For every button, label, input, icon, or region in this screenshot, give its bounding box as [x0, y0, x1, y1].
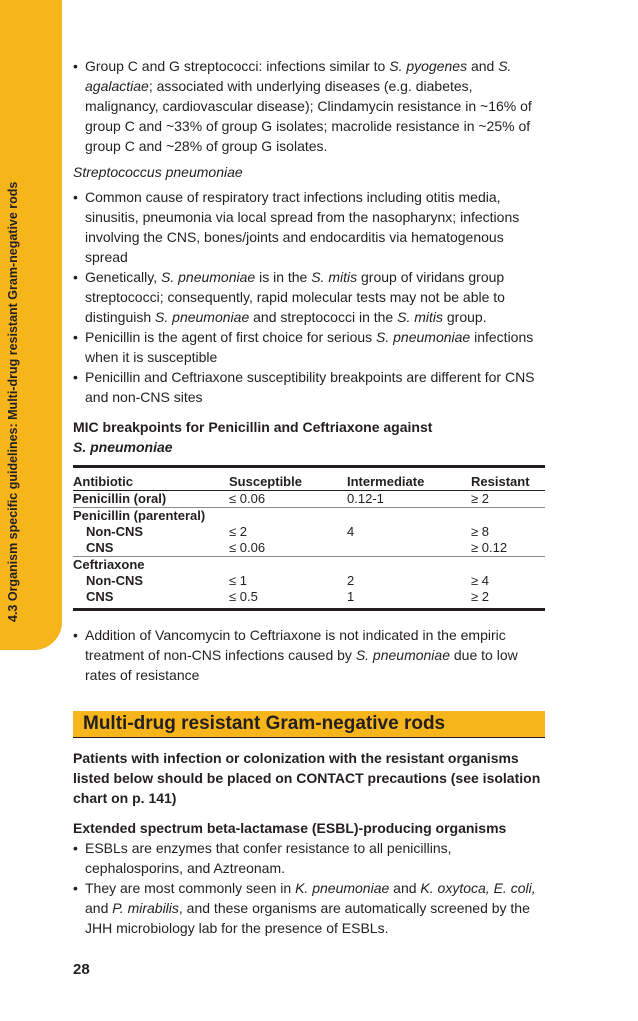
table-row — [73, 557, 545, 574]
row-intermediate: 0.12-1 — [347, 491, 471, 508]
vanco-note-bullet: • Addition of Vancomycin to Ceftriaxone is not indicated in the empiric treatment of non-CNS infections caused by S. pneumoniae due to low rates of resistance — [73, 625, 545, 685]
row-intermediate: 2 — [347, 573, 355, 588]
table-row — [73, 573, 545, 589]
row-antibiotic: Penicillin (parenteral) — [73, 508, 206, 523]
row-antibiotic: Penicillin (oral) — [73, 491, 229, 508]
strep-pneumo-bullet-2: • Genetically, S. pneumoniae is in the S. mitis group of viridans group streptococci; consequently, rapid molecular tests may not be able to distinguish S. pneumoniae and streptococci in the S. mitis group. — [73, 267, 545, 327]
table-row — [73, 589, 545, 610]
row-resistant: ≥ 0.12 — [471, 540, 545, 557]
header-intermediate: Intermediate — [347, 467, 471, 491]
row-intermediate — [347, 540, 471, 557]
strep-pneumo-bullet-3: • Penicillin is the agent of first choice for serious S. pneumoniae infections when it is susceptible — [73, 327, 545, 367]
page-content — [73, 56, 545, 938]
mdr-section-banner: Multi-drug resistant Gram-negative rods — [73, 711, 545, 738]
header-susceptible: Susceptible — [229, 467, 347, 491]
row-intermediate: 1 — [347, 589, 471, 610]
row-susceptible: ≤ 0.5 — [229, 589, 347, 610]
table-row — [73, 508, 545, 525]
vanco-note-list — [73, 625, 545, 685]
row-intermediate — [347, 508, 471, 525]
row-susceptible: ≤ 0.06 — [229, 491, 347, 508]
esbl-bullet-2: • They are most commonly seen in K. pneumoniae and K. oxytoca, E. coli, and P. mirabilis, and these organisms are automatically screened by the JHH microbiology lab for the presence of ESBLs. — [73, 878, 545, 938]
mic-table-title: MIC breakpoints for Penicillin and Ceftriaxone against S. pneumoniae — [73, 419, 433, 455]
esbl-bullet-1: • ESBLs are enzymes that confer resistance to all penicillins, cephalosporins, and Aztreonam. — [73, 838, 545, 878]
row-susceptible: ≤ 2 — [229, 524, 247, 539]
table-row — [73, 540, 545, 557]
header-antibiotic: Antibiotic — [73, 467, 229, 491]
row-resistant — [471, 557, 545, 574]
table-row — [73, 491, 545, 508]
table-row — [73, 524, 545, 540]
mic-table-header-row — [73, 467, 545, 491]
strep-pneumo-bullet-4: • Penicillin and Ceftriaxone susceptibility breakpoints are different for CNS and non-CNS sites — [73, 367, 545, 407]
strep-pneumo-bullet-1: • Common cause of respiratory tract infections including otitis media, sinusitis, pneumonia via local spread from the nasopharynx; infections involving the CNS, bones/joints and endocarditis via hematogenous spread — [73, 187, 545, 267]
section-side-tab-label: 4.3 Organism specific guidelines: Multi-drug resistant Gram-negative rods — [6, 181, 20, 622]
mic-breakpoint-table — [73, 465, 545, 611]
row-susceptible — [229, 557, 347, 574]
row-antibiotic: CNS — [73, 540, 229, 557]
row-intermediate — [347, 557, 471, 574]
row-susceptible: ≤ 0.06 — [229, 540, 347, 557]
row-susceptible: ≤ 1 — [229, 573, 247, 588]
row-antibiotic: Non-CNS — [86, 573, 144, 588]
row-resistant: ≥ 2 — [471, 589, 545, 610]
esbl-list — [73, 838, 545, 938]
strep-cg-list — [73, 56, 545, 156]
strep-pneumo-heading: Streptococcus pneumoniae — [73, 164, 243, 180]
contact-precautions-note: Patients with infection or colonization with the resistant organisms listed below should be placed on CONTACT precautions (see isolation chart on p. 141) — [73, 750, 541, 806]
strep-cg-bullet: • Group C and G streptococci: infections similar to S. pyogenes and S. agalactiae; associated with underlying diseases (e.g. diabetes, malignancy, cardiovascular disease); Clindamycin resistance in ~16% of group C and ~33% of group G isolates; macrolide resistance in ~25% of group C and ~28% of group G isolates. — [73, 56, 545, 156]
row-resistant: ≥ 2 — [471, 491, 545, 508]
row-antibiotic: Ceftriaxone — [73, 557, 145, 572]
row-antibiotic: CNS — [73, 589, 229, 610]
header-resistant: Resistant — [471, 467, 545, 491]
row-susceptible — [229, 508, 347, 525]
row-antibiotic: Non-CNS — [86, 524, 144, 539]
row-resistant: ≥ 8 — [471, 524, 489, 539]
strep-pneumo-list — [73, 187, 545, 407]
row-resistant: ≥ 4 — [471, 573, 489, 588]
page-number: 28 — [73, 961, 90, 978]
row-intermediate: 4 — [347, 524, 355, 539]
esbl-heading: Extended spectrum beta-lactamase (ESBL)-producing organisms — [73, 820, 507, 836]
row-resistant — [471, 508, 545, 525]
